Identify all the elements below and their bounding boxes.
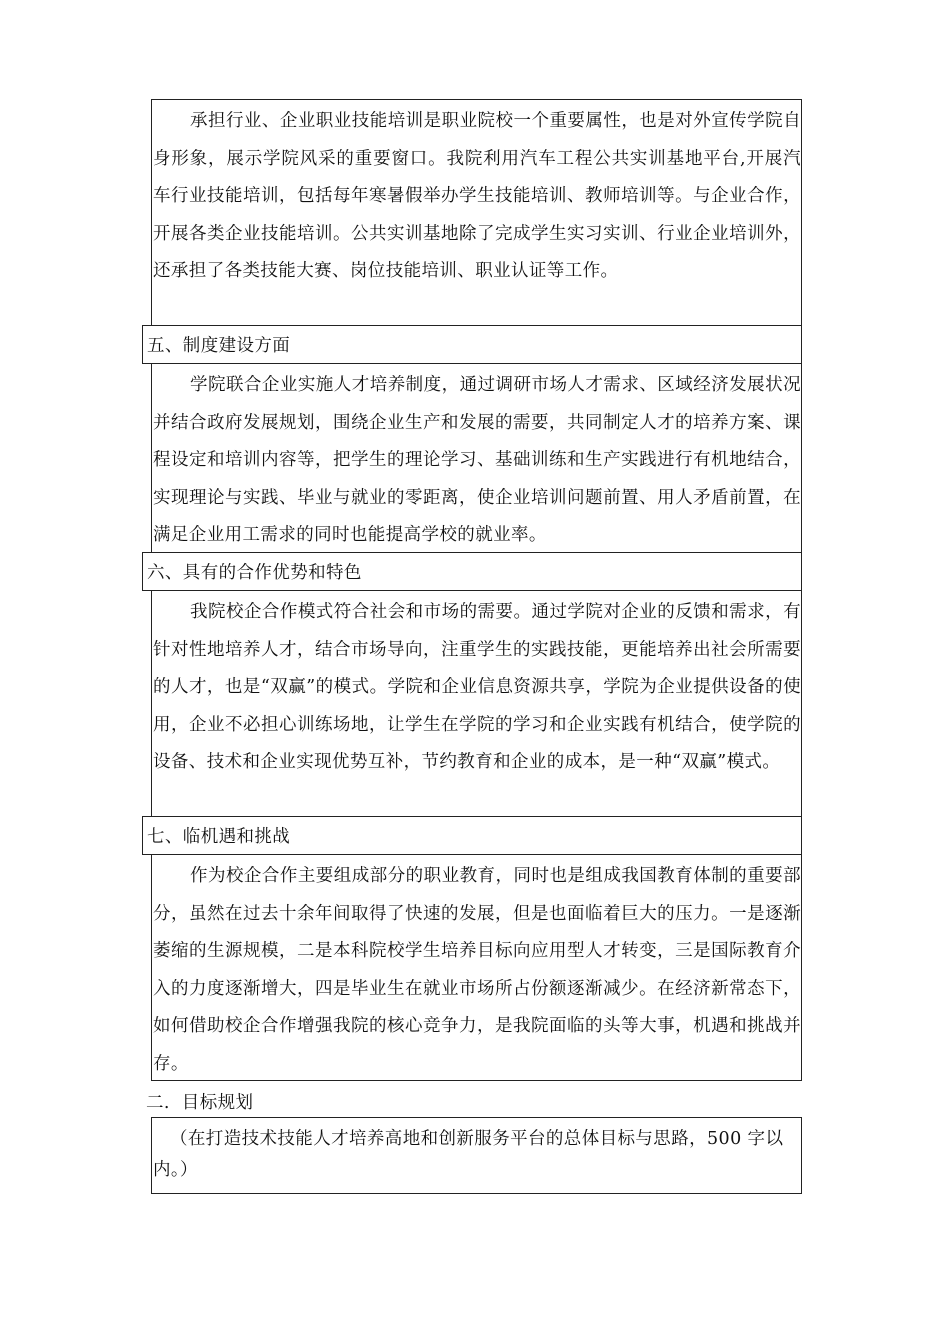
system-paragraph: 学院联合企业实施人才培养制度，通过调研市场人才需求、区域经济发展状况并结合政府发展规划，围绕企业生产和发展的需要，共同制定人才的培养方案、课程设定和培训内容等，把学生的理论学习、基础训练和生产实践进行有机地结合，实现理论与实践、毕业与就业的零距离，使企业培训问题前置、用人矛盾前置，在满足企业用工需求的同时也能提高学校的就业率。 [153,375,801,545]
advantages-paragraph-box [151,590,802,817]
advantages-paragraph: 我院校企合作模式符合社会和市场的需要。通过学院对企业的反馈和需求，有针对性地培养人才，结合市场导向，注重学生的实践技能，更能培养出社会所需要的人才，也是“双赢”的模式。学院和企业信息资源共享，学院为企业提供设备的使用，企业不必担心训练场地，让学生在学院的学习和企业实践有机结合，使学院的设备、技术和企业实现优势互补，节约教育和企业的成本，是一种“双赢”模式。 [153,602,801,772]
training-paragraph-box [151,99,802,326]
goals-note-box [151,1117,802,1194]
system-paragraph-box [151,363,802,553]
goals-note: （在打造技术技能人才培养高地和创新服务平台的总体目标与思路，500 字以内。） [153,1129,784,1180]
section-heading-system: 五、制度建设方面 [142,325,802,364]
section-heading-challenges: 七、临机遇和挑战 [142,816,802,855]
challenges-paragraph-box [151,854,802,1081]
section-heading-goals: 二. 目标规划 [146,1093,254,1113]
training-paragraph: 承担行业、企业职业技能培训是职业院校一个重要属性，也是对外宣传学院自身形象，展示学院风采的重要窗口。我院利用汽车工程公共实训基地平台,开展汽车行业技能培训，包括每年寒暑假举办学生技能培训、教师培训等。与企业合作，开展各类企业技能培训。公共实训基地除了完成学生实习实训、行业企业培训外，还承担了各类技能大赛、岗位技能培训、职业认证等工作。 [153,111,801,281]
challenges-paragraph: 作为校企合作主要组成部分的职业教育，同时也是组成我国教育体制的重要部分，虽然在过去十余年间取得了快速的发展，但是也面临着巨大的压力。一是逐渐萎缩的生源规模，二是本科院校学生培养目标向应用型人才转变，三是国际教育介入的力度逐渐增大，四是毕业生在就业市场所占份额逐渐减少。在经济新常态下，如何借助校企合作增强我院的核心竞争力，是我院面临的头等大事，机遇和挑战并存。 [153,866,801,1074]
section-heading-advantages: 六、具有的合作优势和特色 [142,552,802,591]
